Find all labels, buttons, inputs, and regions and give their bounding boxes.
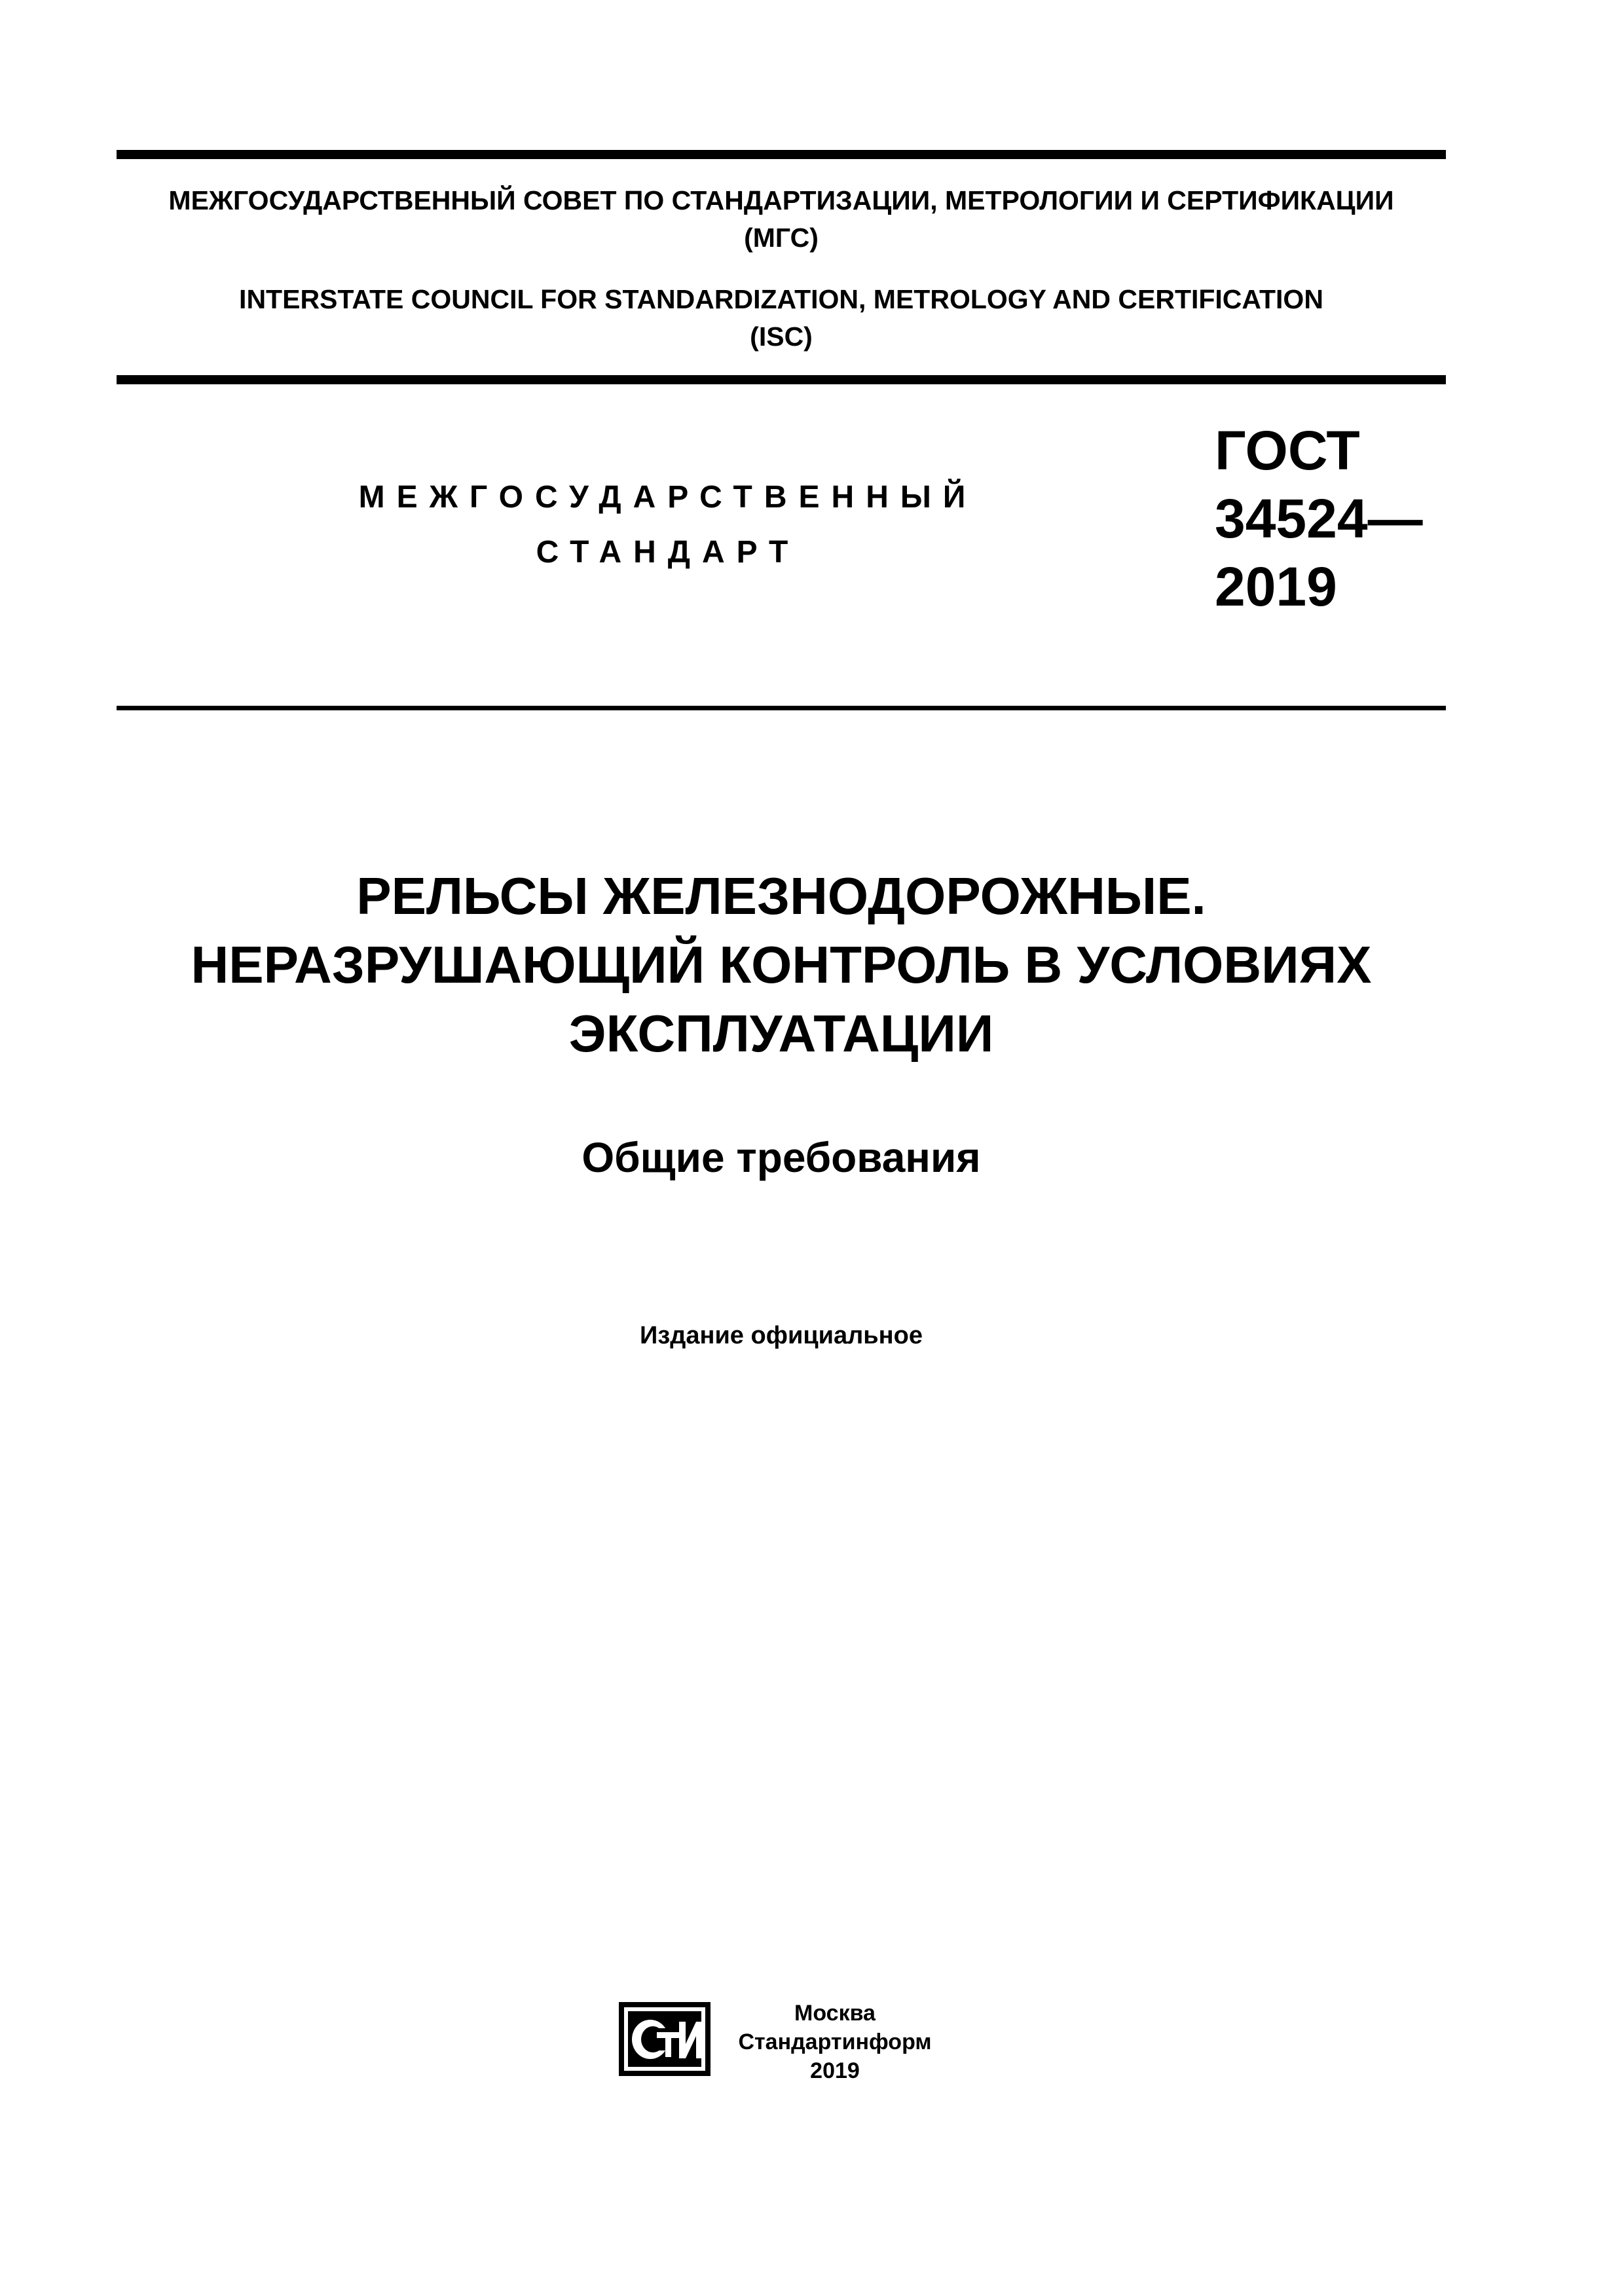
document-subtitle: Общие требования [581,1134,981,1181]
standard-type-line1: МЕЖГОСУДАРСТВЕННЫЙ [358,480,978,515]
middle-rule [117,375,1446,384]
lower-rule [117,706,1446,710]
standard-type-line2: СТАНДАРТ [536,535,800,570]
standard-code [1215,416,1423,621]
standard-type [341,470,995,580]
document-title-line1: РЕЛЬСЫ ЖЕЛЕЗНОДОРОЖНЫЕ. [356,867,1206,925]
standartinform-logo-icon [619,2002,710,2076]
council-abbr-ru: (МГС) [744,223,819,253]
council-name-ru-line1: МЕЖГОСУДАРСТВЕННЫЙ СОВЕТ ПО СТАНДАРТИЗАЦИИ, МЕТРОЛОГИИ И СЕРТИФИКАЦИИ [168,185,1394,215]
standard-code-year: 2019 [1215,556,1337,617]
standard-code-number: 34524— [1215,488,1423,549]
top-rule [117,150,1446,159]
document-title-line3: ЭКСПЛУАТАЦИИ [568,1004,994,1063]
council-name-ru [117,182,1446,257]
publisher-imprint [727,1999,943,2085]
document-title [117,862,1446,1068]
edition-note: Издание официальное [640,1322,923,1349]
council-name-en-line1: INTERSTATE COUNCIL FOR STANDARDIZATION, METROLOGY AND CERTIFICATION [239,284,1323,314]
document-title-line2: НЕРАЗРУШАЮЩИЙ КОНТРОЛЬ В УСЛОВИЯХ [191,936,1372,994]
council-name-en [117,281,1446,355]
publisher-city: Москва [794,2001,876,2026]
standard-code-prefix: ГОСТ [1215,420,1360,481]
publisher-year: 2019 [810,2058,860,2083]
council-abbr-en: (ISC) [750,321,813,352]
publisher-name: Стандартинформ [738,2030,932,2054]
